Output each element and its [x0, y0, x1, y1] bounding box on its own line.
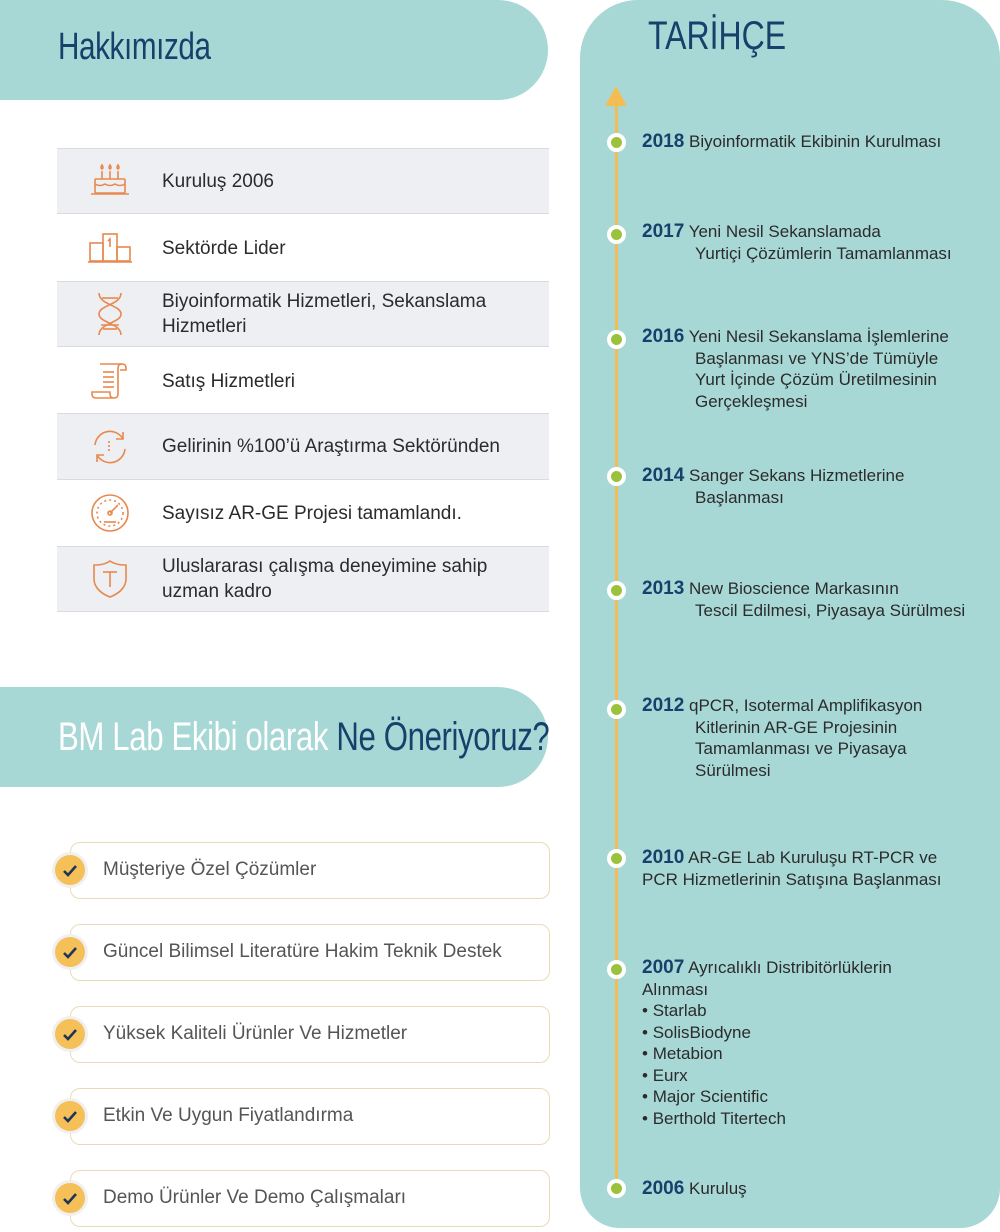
- timeline-year: 2010: [642, 847, 685, 868]
- checkmark-icon: [55, 855, 85, 885]
- timeline-description: Ayrıcalıklı Distribitörlüklerin: [688, 958, 892, 977]
- timeline-dot: [607, 225, 626, 244]
- offer-text: Etkin Ve Uygun Fiyatlandırma: [103, 1105, 354, 1126]
- timeline-description-line: Başlanması ve YNS’de Tümüyle: [695, 348, 939, 368]
- timeline-event-2018: [642, 131, 987, 153]
- document-scroll-icon: [57, 360, 162, 402]
- timeline-dot: [607, 849, 626, 868]
- timeline-year: 2014: [642, 465, 685, 486]
- feature-text: Uluslararası çalışma deneyimine sahip uzman kadro: [162, 556, 488, 602]
- timeline-year: 2006: [642, 1178, 685, 1199]
- offer-item: [70, 1006, 550, 1063]
- gauge-icon: [57, 492, 162, 534]
- timeline-description-line: Sürülmesi: [695, 760, 771, 780]
- timeline-year: 2007: [642, 957, 685, 978]
- checkmark-icon: [55, 1183, 85, 1213]
- timeline-description-line: Gerçekleşmesi: [695, 391, 808, 411]
- timeline-description-line: Tamamlanması ve Piyasaya: [695, 739, 907, 758]
- timeline-dot: [607, 330, 626, 349]
- feature-bioinformatics: [57, 281, 549, 347]
- timeline-description: Kuruluş: [689, 1179, 747, 1198]
- offer-text: Güncel Bilimsel Literatüre Hakim Teknik Destek: [103, 941, 502, 962]
- timeline-year: 2018: [642, 131, 685, 152]
- cycle-arrows-icon: [57, 427, 162, 467]
- dna-icon: [57, 291, 162, 337]
- timeline-event-2014: [642, 465, 987, 508]
- offer-text: Yüksek Kaliteli Ürünler Ve Hizmetler: [103, 1023, 408, 1044]
- feature-text: Sektörde Lider: [162, 237, 286, 259]
- list-item: • Eurx: [642, 1065, 987, 1087]
- timeline-description: Yeni Nesil Sekanslamada: [688, 222, 881, 241]
- timeline-year: 2012: [642, 695, 685, 716]
- offer-title: [58, 715, 549, 760]
- timeline-line: [615, 104, 618, 1188]
- feature-revenue: [57, 413, 549, 480]
- timeline-description-line: Yurtiçi Çözümlerin Tamamlanması: [695, 243, 952, 263]
- timeline-dot: [607, 960, 626, 979]
- timeline-description-line: Tescil Edilmesi, Piyasaya Sürülmesi: [695, 600, 966, 620]
- about-banner: [0, 0, 548, 100]
- feature-text: Kuruluş 2006: [162, 170, 274, 192]
- timeline-dot: [607, 467, 626, 486]
- distributor-list: [642, 1000, 987, 1129]
- feature-text: Biyoinformatik Hizmetleri, Sekanslama Hizmetleri: [162, 291, 487, 337]
- feature-leader: [57, 218, 549, 278]
- timeline-event-2012: [642, 695, 987, 781]
- list-item: • Major Scientific: [642, 1086, 987, 1108]
- timeline-description: Yeni Nesil Sekanslama İşlemlerine: [688, 327, 949, 346]
- offer-item: [70, 1170, 550, 1227]
- list-item: • Starlab: [642, 1000, 987, 1022]
- timeline-description-line: Alınması: [642, 979, 709, 999]
- timeline-year: 2017: [642, 221, 685, 242]
- offer-item: [70, 1088, 550, 1145]
- feature-text: Sayısız AR-GE Projesi tamamlandı.: [162, 502, 462, 524]
- list-item: • Berthold Titertech: [642, 1108, 987, 1130]
- timeline-event-2007: [642, 957, 987, 1129]
- timeline-description: Sanger Sekans Hizmetlerine: [689, 466, 905, 485]
- podium-icon: [57, 231, 162, 265]
- timeline-description-line: Yurt İçinde Çözüm Üretilmesinin: [695, 370, 937, 389]
- offer-text: Müşteriye Özel Çözümler: [103, 859, 317, 880]
- shield-icon: [57, 559, 162, 599]
- feature-sales: [57, 350, 549, 412]
- offer-item: [70, 842, 550, 899]
- timeline-description-line: PCR Hizmetlerinin Satışına Başlanması: [642, 869, 942, 889]
- timeline-event-2016: [642, 326, 987, 412]
- about-title: Hakkımızda: [58, 26, 211, 68]
- timeline-year: 2016: [642, 326, 685, 347]
- timeline-description-line: Kitlerinin AR-GE Projesinin: [695, 717, 898, 737]
- offer-title-prefix: BM Lab Ekibi olarak: [58, 715, 329, 759]
- timeline-year: 2013: [642, 578, 685, 599]
- checkmark-icon: [55, 1101, 85, 1131]
- timeline-event-2010: [642, 847, 987, 890]
- offer-title-highlight: Ne Öneriyoruz?: [336, 715, 550, 759]
- feature-projects: [57, 482, 549, 544]
- feature-founded: [57, 148, 549, 214]
- feature-experts: [57, 546, 549, 612]
- timeline-event-2013: [642, 578, 987, 621]
- timeline-description: AR-GE Lab Kuruluşu RT-PCR ve: [688, 848, 938, 867]
- checkmark-icon: [55, 1019, 85, 1049]
- checkmark-icon: [55, 937, 85, 967]
- timeline-event-2017: [642, 221, 987, 264]
- timeline-description: Biyoinformatik Ekibinin Kurulması: [689, 132, 942, 151]
- list-item: • Metabion: [642, 1043, 987, 1065]
- timeline-description-line: Başlanması: [695, 487, 784, 507]
- timeline-dot: [607, 1179, 626, 1198]
- feature-text: Satış Hizmetleri: [162, 370, 296, 392]
- timeline-description: qPCR, Isotermal Amplifikasyon: [689, 696, 923, 715]
- offer-text: Demo Ürünler Ve Demo Çalışmaları: [103, 1187, 407, 1208]
- birthday-cake-icon: [57, 163, 162, 199]
- timeline-dot: [607, 700, 626, 719]
- feature-text: Gelirinin %100’ü Araştırma Sektöründen: [162, 436, 500, 457]
- timeline-dot: [607, 581, 626, 600]
- timeline-dot: [607, 133, 626, 152]
- timeline-event-2006: [642, 1178, 987, 1200]
- arrow-up-icon: [605, 86, 627, 106]
- offer-banner: [0, 687, 548, 787]
- list-item: • SolisBiodyne: [642, 1022, 987, 1044]
- timeline-title: TARİHÇE: [648, 14, 787, 58]
- offer-item: [70, 924, 550, 981]
- timeline-description: New Bioscience Markasının: [689, 579, 899, 598]
